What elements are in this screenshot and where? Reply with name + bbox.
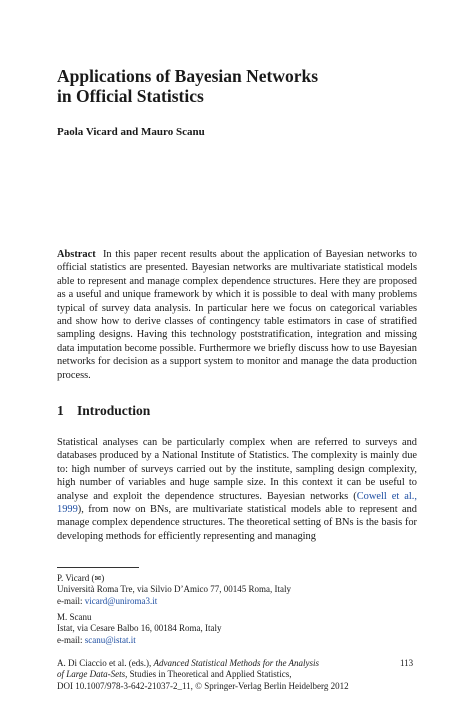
abstract-text: In this paper recent results about the application of Bayesian networks to official statistics are presented. Bayesian networks are multivariate statistical models able to represent and manage complex dependence structures. Here they are proposed as a useful and unique framework by which it is possible to deal with many problems typical of survey data analysis. In particular here we focus on categorical variables and show how to derive classes of contingency table estimators in case of stratified sampling designs. Having this technology poststratification, integration and missing data imputation become possible. Furthermore we briefly discuss how to use Bayesian networks for decision as a support system to monitor and manage the data production process.: [57, 249, 417, 381]
author-1-name-text: P. Vicard (: [57, 573, 95, 583]
citation-link[interactable]: Cowell et al., 1999: [57, 490, 417, 516]
paper-title: [57, 66, 417, 106]
citation-editors: A. Di Ciaccio et al. (eds.),: [57, 658, 154, 668]
section-number: 1: [57, 403, 64, 418]
citation-line-1: [57, 658, 367, 669]
section-heading: [57, 403, 150, 419]
author-2-email-row: [57, 635, 417, 646]
author-2-email-link[interactable]: scanu@istat.it: [84, 634, 136, 645]
section-title: Introduction: [77, 403, 151, 418]
author-1-name: [57, 573, 417, 584]
citation-line-2: [57, 669, 367, 680]
author-list: Paola Vicard and Mauro Scanu: [57, 126, 205, 138]
author-1-email-row: [57, 596, 417, 607]
intro-text-1: Statistical analyses can be particularly complex when are referred to surveys and databases produced by a National Institute of Statistics. The complexity is mainly due to: high number of surveys carried out by the institute, sampling design complexity, high number of variables and huge sample size. In this context it can be useful to analyse and exploit the dependence structures. Bayesian networks (: [57, 437, 417, 502]
page-number: 113: [400, 658, 414, 668]
author-1-email-link[interactable]: vicard@uniroma3.it: [84, 595, 158, 606]
intro-text-2: ), from now on BNs, are multivariate statistical models able to represent and manage complex dependence structures. The theoretical setting of BNs is the basis for developing methods for efficiently representing and managing: [57, 504, 417, 542]
citation-series: , Studies in Theoretical and Applied Statistics,: [125, 669, 292, 680]
title-line-2: in Official Statistics: [57, 86, 204, 106]
citation-book-title-2: of Large Data-Sets: [57, 669, 126, 680]
author-2-name: M. Scanu: [57, 612, 92, 622]
email-label: e-mail:: [57, 595, 85, 606]
abstract: [57, 248, 417, 382]
envelope-icon: ✉: [94, 574, 102, 583]
author-1-name-close: ): [101, 573, 105, 583]
title-line-1: Applications of Bayesian Networks: [57, 66, 319, 86]
author-1-footnote: [57, 573, 417, 607]
footnote-rule: [57, 567, 139, 568]
citation-book-title-1: Advanced Statistical Methods for the Analysis: [153, 658, 320, 668]
citation-doi: DOI 10.1007/978-3-642-21037-2_11, © Springer-Verlag Berlin Heidelberg 2012: [57, 680, 349, 691]
introduction-paragraph: [57, 436, 417, 543]
author-1-affiliation: Università Roma Tre, via Silvio D’Amico 77, 00145 Roma, Italy: [57, 584, 291, 595]
abstract-label: Abstract: [57, 249, 96, 260]
email-label: e-mail:: [57, 634, 85, 645]
author-2-affiliation: Istat, via Cesare Balbo 16, 00184 Roma, Italy: [57, 623, 222, 634]
author-2-footnote: [57, 612, 417, 646]
book-citation: [57, 658, 367, 692]
